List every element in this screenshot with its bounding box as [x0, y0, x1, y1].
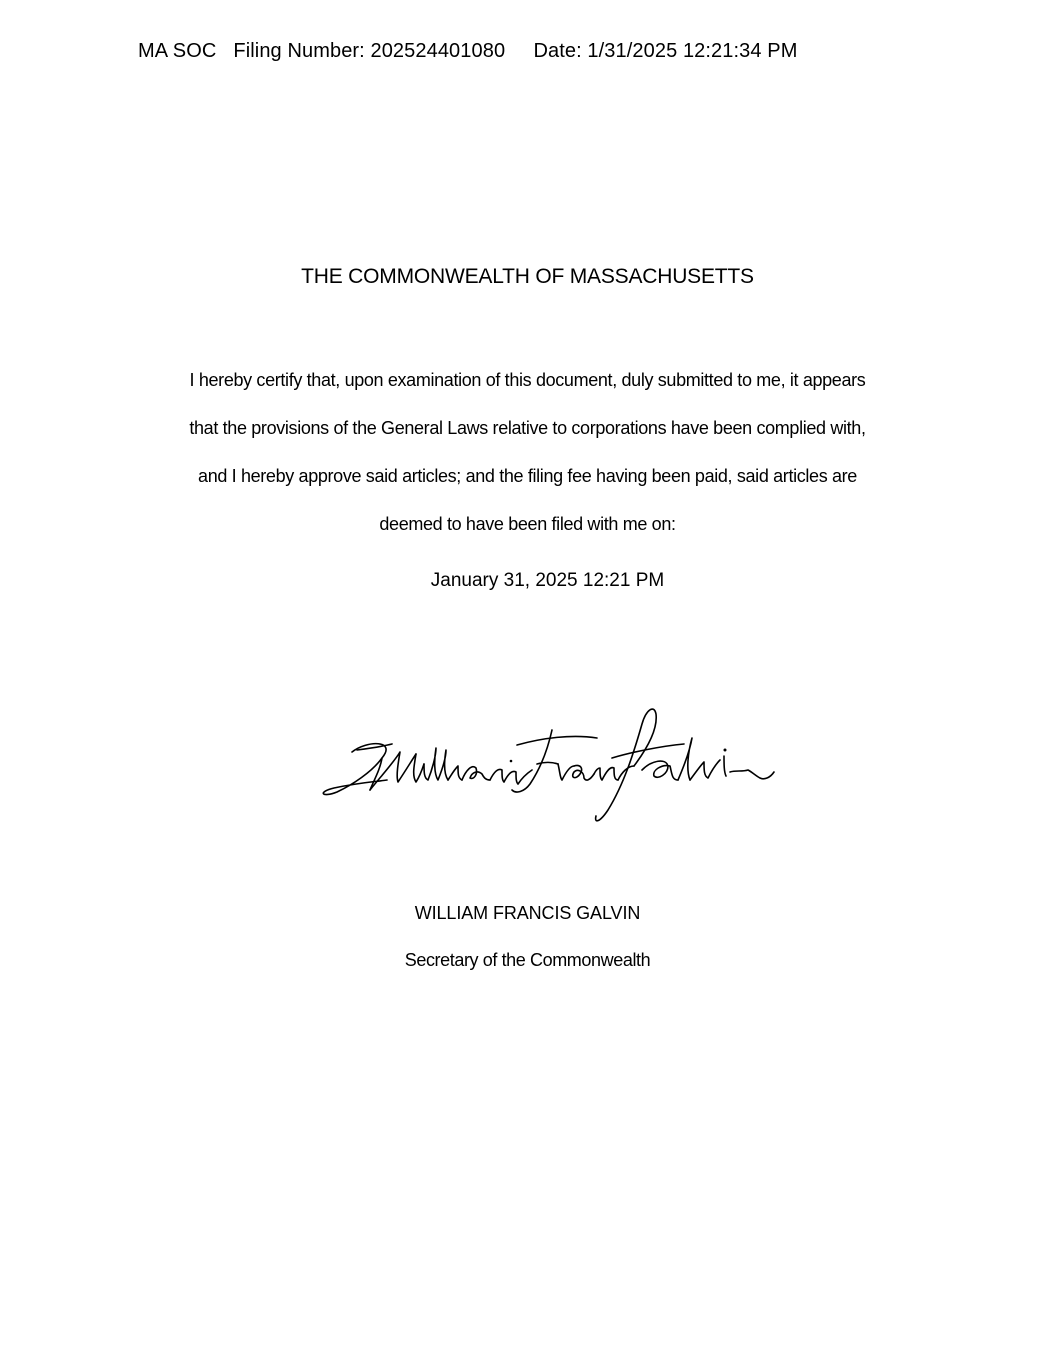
certification-line-4: deemed to have been filed with me on: [379, 514, 676, 534]
secretary-title: Secretary of the Commonwealth [404, 950, 651, 970]
filing-timestamp: Date: 1/31/2025 12:21:34 PM [533, 40, 798, 62]
agency-code: MA SOC [138, 40, 217, 62]
secretary-name: WILLIAM FRANCIS GALVIN [414, 903, 641, 923]
filing-number: Filing Number: 202524401080 [233, 40, 506, 62]
filed-date: January 31, 2025 12:21 PM [430, 570, 665, 591]
document-title: THE COMMONWEALTH OF MASSACHUSETTS [301, 265, 754, 288]
certification-line-2: that the provisions of the General Laws relative to corporations have been complied with, [189, 418, 866, 438]
certification-line-1: I hereby certify that, upon examination of this document, duly submitted to me, it appears [189, 370, 866, 390]
handwritten-signature [312, 700, 782, 830]
certification-line-3: and I hereby approve said articles; and the filing fee having been paid, said articles are [198, 466, 857, 486]
filing-header [138, 40, 797, 63]
